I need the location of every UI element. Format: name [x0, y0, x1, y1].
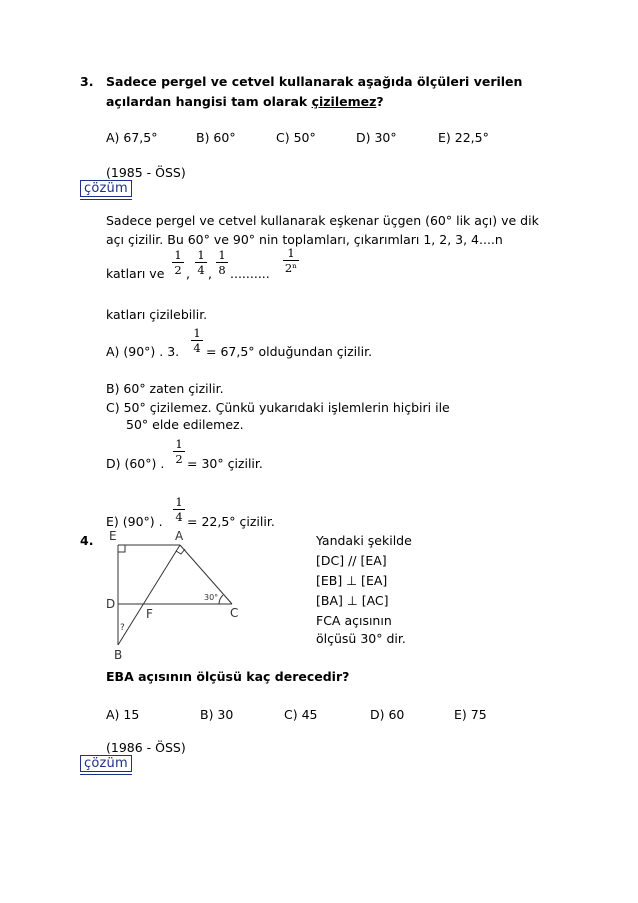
q3-question-line1: Sadece pergel ve cetvel kullanarak aşağıda ölçüleri verilen [106, 74, 523, 89]
angle-label-30: 30° [204, 593, 219, 602]
q3-solution-a-post: = 67,5° olduğundan çizilir. [206, 344, 373, 359]
fraction-one-over-two-n: $\frac{1}{\text{2ⁿ}}$ [284, 246, 298, 275]
q3-solution-d-pre: D) (60°) . [106, 456, 165, 471]
q3-option-a: A) 67,5° [106, 130, 158, 145]
q3-question-line2: açılardan hangisi tam olarak çizilemez? [106, 94, 384, 109]
q3-source: (1985 - ÖSS) [106, 165, 186, 180]
q4-given-4: [BA] ⊥ [AC] [316, 593, 389, 608]
q3-solution-b: B) 60° zaten çizilir. [106, 381, 224, 396]
angle-arc-c [219, 595, 223, 604]
q4-option-e: E) 75 [454, 707, 487, 722]
label-d: D [106, 597, 116, 611]
q4-option-d: D) 60 [370, 707, 405, 722]
q4-option-c: C) 45 [284, 707, 318, 722]
q3-solution-e-pre: E) (90°) . [106, 514, 163, 529]
label-a: A [175, 529, 184, 543]
q3-katlari-cizilebilir: katları çizilebilir. [106, 307, 208, 322]
q3-comma-2: , [208, 266, 212, 281]
q3-option-b: B) 60° [196, 130, 236, 145]
label-f: F [146, 607, 153, 621]
q3-solution-c-line2: 50° elde edilemez. [126, 417, 244, 432]
right-angle-e [118, 545, 125, 552]
label-b: B [114, 648, 123, 662]
q4-option-a: A) 15 [106, 707, 140, 722]
fraction-a-one-quarter: $\frac{1}{4}$ [191, 327, 203, 354]
q4-given-1: Yandaki şekilde [316, 533, 412, 548]
q3-solution-d-post: = 30° çizilir. [187, 456, 263, 471]
q4-source: (1986 - ÖSS) [106, 740, 186, 755]
q4-given-3: [EB] ⊥ [EA] [316, 573, 388, 588]
q4-solution-badge: çözüm [80, 755, 132, 772]
q3-solution-a-pre: A) (90°) . 3. [106, 344, 180, 359]
q3-solution-line1: Sadece pergel ve cetvel kullanarak eşkenar üçgen (60° lik açı) ve dik [106, 213, 539, 228]
unknown-angle-label: ? [120, 623, 125, 633]
q4-option-b: B) 30 [200, 707, 234, 722]
q3-option-d: D) 30° [356, 130, 397, 145]
q3-solution-c-line1: C) 50° çizilemez. Çünkü yukarıdaki işlemlerin hiçbiri ile [106, 400, 450, 415]
fraction-one-eighth: $\frac{1}{8}$ [216, 249, 228, 276]
segment-ba [118, 545, 180, 645]
q4-given-2: [DC] // [EA] [316, 553, 387, 568]
q4-given-6: ölçüsü 30° dir. [316, 631, 406, 646]
label-e: E [109, 529, 117, 543]
q3-solution-e-post: = 22,5° çizilir. [187, 514, 275, 529]
q3-solution-line2: açı çizilir. Bu 60° ve 90° nin toplamları, çıkarımları 1, 2, 3, 4....n [106, 232, 503, 247]
fraction-one-half: $\frac{1}{2}$ [172, 249, 184, 276]
q4-number: 4. [80, 533, 94, 548]
q4-given-5: FCA açısının [316, 613, 392, 628]
q3-comma-1: , [186, 266, 190, 281]
q4-question: EBA açısının ölçüsü kaç derecedir? [106, 669, 350, 684]
fraction-d-one-half: $\frac{1}{2}$ [173, 438, 185, 465]
label-c: C [230, 606, 239, 620]
q3-katlari-ve: katları ve [106, 266, 165, 281]
q3-option-e: E) 22,5° [438, 130, 489, 145]
fraction-e-one-quarter: $\frac{1}{4}$ [173, 496, 185, 523]
q3-ellipsis: .......... [230, 266, 270, 281]
fraction-one-quarter: $\frac{1}{4}$ [195, 249, 207, 276]
q3-number: 3. [80, 74, 94, 89]
q3-solution-badge: çözüm [80, 180, 132, 197]
q3-option-c: C) 50° [276, 130, 316, 145]
geometry-figure [100, 528, 250, 663]
